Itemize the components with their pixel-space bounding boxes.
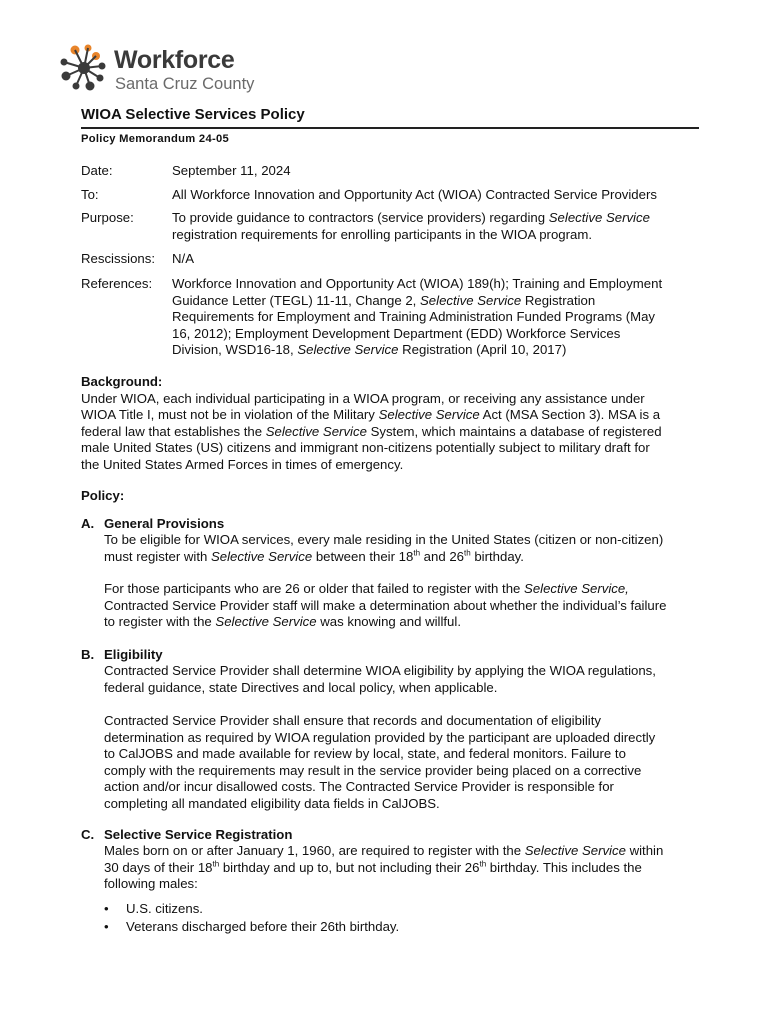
section-c-line-1a: Males born on or after January 1, 1960, are required to register with the bbox=[104, 843, 525, 858]
references-label: References: bbox=[81, 276, 153, 291]
section-c-letter: C. bbox=[81, 827, 95, 842]
background-line-2b: Act (MSA Section 3). MSA is a bbox=[479, 407, 661, 423]
ref-line-4: 16, 2012); Employment Development Department (EDD) Workforce Services bbox=[172, 325, 621, 341]
logo-name: Workforce bbox=[114, 46, 235, 74]
list-item-text: U.S. citizens. bbox=[126, 901, 203, 916]
ref-line-1: Workforce Innovation and Opportunity Act (WIOA) 189(h); Training and Employment bbox=[172, 276, 663, 291]
workforce-logo-icon bbox=[58, 42, 110, 94]
section-a-p1-line-2a: must register with bbox=[104, 548, 211, 564]
section-c-line-3: following males: bbox=[104, 876, 198, 892]
ref-line-5a: Division, WSD16-18, bbox=[172, 342, 298, 358]
section-b-p1-line-2: federal guidance, state Directives and local policy, when applicable. bbox=[104, 679, 498, 695]
section-b-p1-line-1: Contracted Service Provider shall determine WIOA eligibility by applying the WIOA regulations, bbox=[104, 663, 656, 678]
section-b-p2-line-2: determination as required by WIOA regulation provided by the participant are uploaded directly bbox=[104, 729, 656, 745]
section-c-line-2a: 30 days of their 18 bbox=[104, 859, 213, 875]
section-a-p2-line-1a: For those participants who are 26 or older that failed to register with the bbox=[104, 581, 525, 596]
ref-line-2b: Registration bbox=[521, 292, 596, 308]
section-c-paragraph bbox=[104, 843, 700, 893]
section-b-p2-line-3: to CalJOBS and made available for review by local, state, and federal monitors. Failure to bbox=[104, 746, 626, 762]
section-c-emphasis: Selective Service bbox=[524, 843, 626, 858]
section-a-p1-sup-1: th bbox=[413, 548, 421, 558]
section-c-title: Selective Service Registration bbox=[104, 827, 293, 842]
section-a-heading bbox=[81, 516, 224, 531]
section-c-heading bbox=[81, 827, 292, 842]
section-a-p2-line-3b: was knowing and willful. bbox=[316, 614, 461, 630]
rescissions-value: N/A bbox=[172, 251, 194, 266]
date-label: Date: bbox=[81, 163, 113, 178]
purpose-text-1: To provide guidance to contractors (service providers) regarding bbox=[172, 210, 549, 225]
rescissions-label: Rescissions: bbox=[81, 251, 156, 266]
section-b-p2-line-6: completing all mandated eligibility data fields in CalJOBS. bbox=[104, 795, 440, 811]
purpose-label: Purpose: bbox=[81, 210, 134, 225]
ref-line-2a: Guidance Letter (TEGL) 11-11, Change 2, bbox=[172, 292, 421, 308]
section-b-p2-line-5: action and/or incur disallowed costs. The Contracted Service Provider is responsible for bbox=[104, 779, 614, 795]
section-a-p1-line-2b: between their 18 bbox=[312, 548, 414, 564]
section-c-sup-2: th bbox=[479, 859, 487, 869]
section-a-title: General Provisions bbox=[104, 516, 225, 531]
bullet-icon: • bbox=[104, 901, 109, 916]
background-line-3-emphasis: Selective Service bbox=[265, 423, 367, 439]
references-value bbox=[172, 276, 692, 359]
policy-title: WIOA Selective Services Policy bbox=[81, 106, 305, 123]
background-line-1: Under WIOA, each individual participating in a WIOA program, or receiving any assistance under bbox=[81, 390, 645, 406]
section-a-p1-emphasis: Selective Service bbox=[211, 548, 313, 564]
section-a-p1-sup-2: th bbox=[464, 548, 471, 558]
section-a-p1-line-2d: birthday. bbox=[470, 548, 524, 564]
section-b-letter: B. bbox=[81, 647, 95, 662]
list-item-text: Veterans discharged before their 26th birthday. bbox=[126, 919, 400, 934]
section-b-paragraph-2 bbox=[104, 713, 700, 813]
section-c-line-2b: birthday and up to, but not including their 26 bbox=[219, 859, 480, 875]
policy-memo-number: Policy Memorandum 24-05 bbox=[81, 133, 230, 145]
section-c-sup-1: th bbox=[212, 859, 220, 869]
section-a-p2-line-2: Contracted Service Provider staff will make a determination about whether the individual’s failure bbox=[104, 597, 667, 613]
section-a-letter: A. bbox=[81, 516, 95, 531]
bullet-icon: • bbox=[104, 919, 109, 934]
section-a-p1-line-2c: and 26 bbox=[420, 548, 465, 564]
purpose-emphasis: Selective Service bbox=[548, 210, 650, 225]
background-line-3a: federal law that establishes the bbox=[81, 423, 266, 439]
background-line-4: male United States (US) citizens and immigrant non-citizens potentially subject to military draft for bbox=[81, 440, 650, 456]
purpose-text-2: registration requirements for enrolling participants in the WIOA program. bbox=[172, 226, 592, 242]
policy-heading: Policy: bbox=[81, 488, 125, 503]
background-heading: Background: bbox=[81, 374, 163, 389]
section-a-p2-emphasis-1: Selective Service, bbox=[524, 581, 629, 596]
logo-subtitle: Santa Cruz County bbox=[115, 75, 255, 93]
section-b-p2-line-1: Contracted Service Provider shall ensure that records and documentation of eligibility bbox=[104, 713, 601, 728]
background-line-5: the United States Armed Forces in times of emergency. bbox=[81, 456, 404, 472]
section-a-paragraph-2 bbox=[104, 581, 700, 631]
section-c-line-1b: within bbox=[625, 843, 664, 858]
ref-line-5b: Registration (April 10, 2017) bbox=[398, 342, 567, 358]
section-a-p2-emphasis-2: Selective Service bbox=[215, 614, 317, 630]
background-line-2a: WIOA Title I, must not be in violation of the Military bbox=[81, 407, 379, 423]
to-label: To: bbox=[81, 187, 99, 202]
title-divider bbox=[81, 127, 699, 129]
ref-line-2-emphasis: Selective Service bbox=[420, 292, 522, 308]
background-section bbox=[81, 374, 701, 474]
section-a-p1-line-1: To be eligible for WIOA services, every male residing in the United States (citizen or non-citizen) bbox=[104, 532, 664, 547]
section-c-line-2c: birthday. This includes the bbox=[486, 859, 642, 875]
section-b-p2-line-4: comply with the requirements may result in the service provider being placed on a corrective bbox=[104, 762, 642, 778]
purpose-value bbox=[172, 210, 692, 243]
ref-line-5-emphasis: Selective Service bbox=[297, 342, 399, 358]
background-line-2-emphasis: Selective Service bbox=[378, 407, 480, 423]
to-value: All Workforce Innovation and Opportunity Act (WIOA) Contracted Service Providers bbox=[172, 187, 657, 202]
section-a-paragraph-1 bbox=[104, 532, 700, 565]
background-line-3b: System, which maintains a database of registered bbox=[366, 423, 662, 439]
section-b-title: Eligibility bbox=[104, 647, 163, 662]
workforce-logo bbox=[58, 42, 278, 98]
section-a-p2-line-3a: to register with the bbox=[104, 614, 216, 630]
section-b-heading bbox=[81, 647, 163, 662]
section-b-paragraph-1 bbox=[104, 663, 700, 696]
date-value: September 11, 2024 bbox=[172, 163, 291, 178]
ref-line-3: Requirements for Employment and Training Administration Funded Programs (May bbox=[172, 309, 656, 325]
